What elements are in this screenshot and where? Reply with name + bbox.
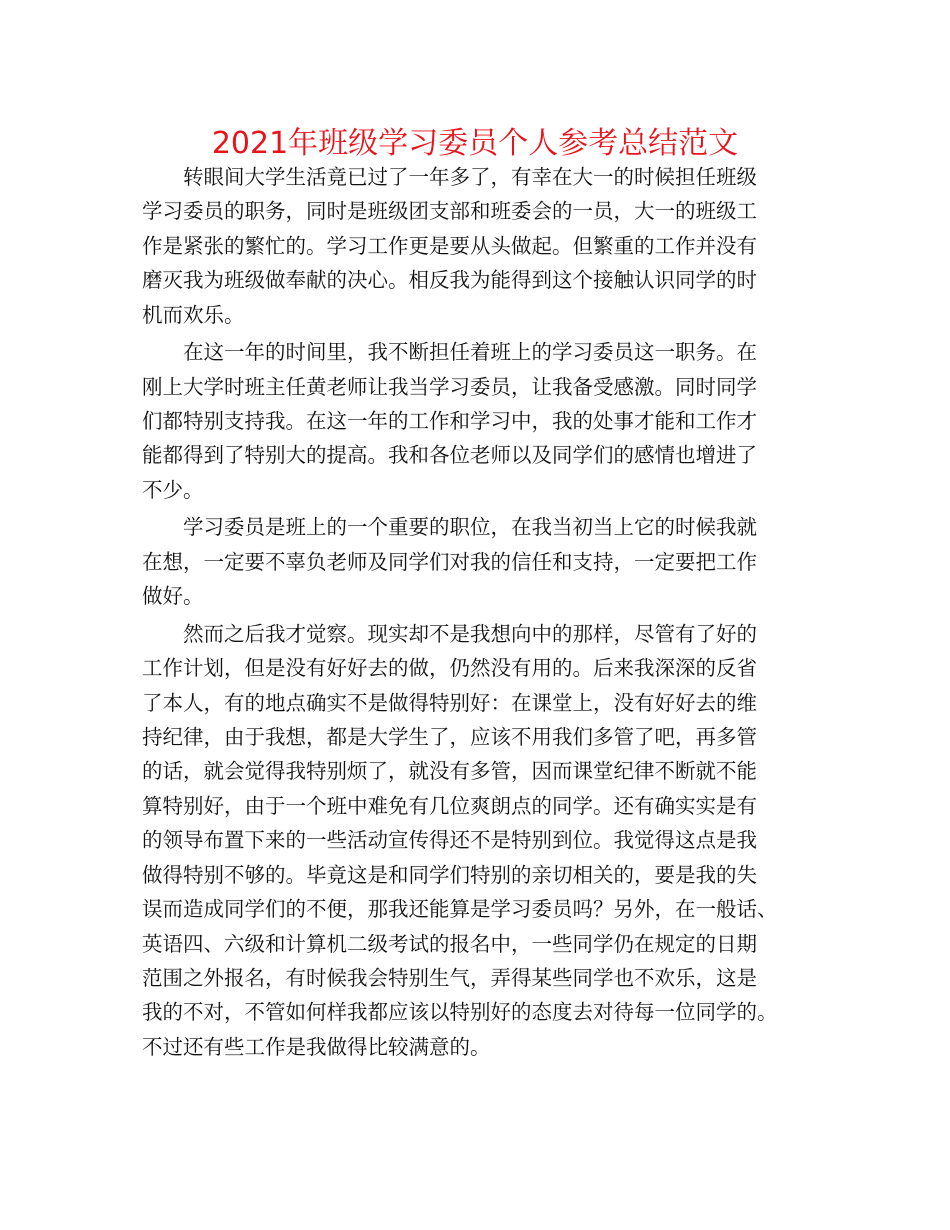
text-line: 英语四、六级和计算机二级考试的报名中，一些同学仍在规定的日期 (142, 931, 757, 956)
text-line: 做好。 (142, 584, 204, 609)
text-line: 我的不对，不管如何样我都应该以特别好的态度去对待每一位同学的。 (142, 1000, 778, 1025)
text-line: 能都得到了特别大的提高。我和各位老师以及同学们的感情也增进了 (142, 443, 757, 468)
text-line: 然而之后我才觉察。现实却不是我想向中的那样，尽管有了好的 (183, 621, 757, 646)
text-line: 在想，一定要不辜负老师及同学们对我的信任和支持，一定要把工作 (142, 549, 757, 574)
document-body (142, 160, 822, 1067)
text-line: 刚上大学时班主任黄老师让我当学习委员，让我备受感激。同时同学 (142, 374, 757, 399)
text-line: 不过还有些工作是我做得比较满意的。 (142, 1034, 491, 1059)
text-line: 范围之外报名，有时候我会特别生气，弄得某些同学也不欢乐，这是 (142, 965, 757, 990)
text-line: 在这一年的时间里，我不断担任着班上的学习委员这一职务。在 (183, 340, 757, 365)
paragraph-4 (142, 617, 822, 1064)
text-line: 做得特别不够的。毕竟这是和同学们特别的亲切相关的，要是我的失 (142, 862, 757, 887)
text-line: 们都特别支持我。在这一年的工作和学习中，我的处事才能和工作才 (142, 409, 757, 434)
text-line: 误而造成同学们的不便，那我还能算是学习委员吗？另外，在一般话、 (142, 897, 778, 922)
text-line: 机而欢乐。 (142, 302, 245, 327)
paragraph-3 (142, 510, 822, 613)
paragraph-2 (142, 335, 822, 507)
text-line: 持纪律，由于我想，都是大学生了，应该不用我们多管了吧，再多管 (142, 725, 757, 750)
text-line: 算特别好，由于一个班中难免有几位爽朗点的同学。还有确实实是有 (142, 793, 757, 818)
text-line: 作是紧张的繁忙的。学习工作更是要从头做起。但繁重的工作并没有 (142, 233, 757, 258)
document-title: 2021年班级学习委员个人参考总结范文 (211, 126, 739, 161)
text-line: 学习委员是班上的一个重要的职位，在我当初当上它的时候我就 (183, 515, 757, 540)
paragraph-1 (142, 160, 822, 332)
text-line: 磨灭我为班级做奉献的决心。相反我为能得到这个接触认识同学的时 (142, 268, 757, 293)
text-line: 工作计划，但是没有好好去的做，仍然没有用的。后来我深深的反省 (142, 656, 757, 681)
text-line: 不少。 (142, 477, 204, 502)
text-line: 了本人，有的地点确实不是做得特别好：在课堂上，没有好好去的维 (142, 690, 757, 715)
text-line: 转眼间大学生活竟已过了一年多了，有幸在大一的时候担任班级 (183, 165, 757, 189)
text-line: 学习委员的职务，同时是班级团支部和班委会的一员，大一的班级工 (142, 199, 757, 224)
text-line: 的领导布置下来的一些活动宣传得还不是特别到位。我觉得这点是我 (142, 828, 757, 853)
text-line: 的话，就会觉得我特别烦了，就没有多管，因而课堂纪律不断就不能 (142, 759, 757, 784)
